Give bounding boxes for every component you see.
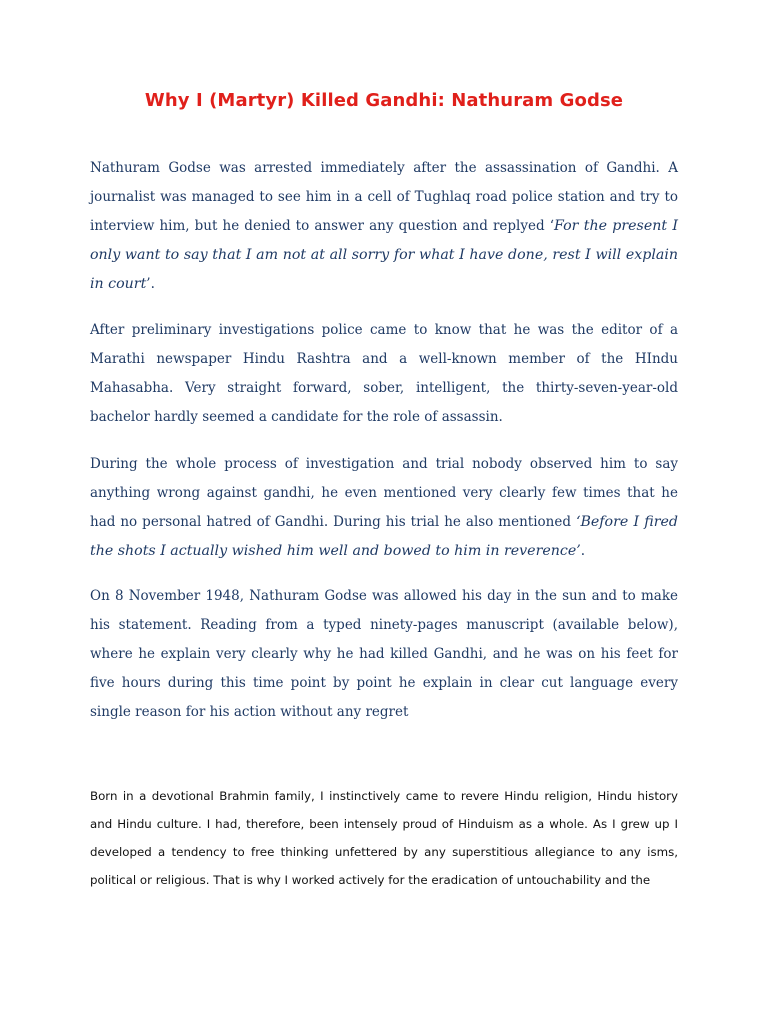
- paragraph-arrest: [90, 154, 678, 299]
- paragraph-arrest-quote: For the present I only want to say that I am not at all sorry for what I have done, rest I will explain in court: [90, 218, 678, 292]
- paragraph-statement: On 8 November 1948, Nathuram Godse was allowed his day in the sun and to make his statement. Reading from a typed ninety-pages manuscript (available below), where he explain very clearly why he had killed Gandhi, and he was on his feet for five hours during this time point by point he explain in clear cut language every single reason for his action without any regret: [90, 588, 678, 720]
- document-title: Why I (Martyr) Killed Gandhi: Nathuram Godse: [144, 90, 624, 111]
- speech-paragraph: Born in a devotional Brahmin family, I instinctively came to revere Hindu religion, Hindu history and Hindu culture. I had, therefore, been intensely proud of Hinduism as a whole. As I grew up I developed a tendency to free thinking unfettered by any superstitious allegiance to any isms, political or religious. That is why I worked actively for the eradication of untouchability and the: [90, 789, 678, 887]
- paragraph-trial-end: .: [580, 543, 586, 559]
- paragraph-arrest-end: ’.: [146, 276, 155, 292]
- paragraph-trial-quote: ‘Before I fired the shots I actually wished him well and bowed to him in reverence’: [90, 514, 679, 559]
- paragraph-investigation: After preliminary investigations police came to know that he was the editor of a Marathi newspaper Hindu Rashtra and a well-known member of the HIndu Mahasabha. Very straight forward, sober, intelligent, the thirty-seven-year-old bachelor hardly seemed a candidate for the role of assassin.: [90, 322, 678, 425]
- paragraph-trial-text: During the whole process of investigation and trial nobody observed him to say anything wrong against gandhi, he even mentioned very clearly few times that he had no personal hatred of Gandhi. During his trial he also mentioned: [90, 456, 678, 530]
- paragraph-arrest-text: Nathuram Godse was arrested immediately after the assassination of Gandhi. A journalist was managed to see him in a cell of Tughlaq road police station and try to interview him, but he denied to answer any question and replyed ‘: [90, 160, 678, 234]
- paragraph-trial: [90, 450, 678, 566]
